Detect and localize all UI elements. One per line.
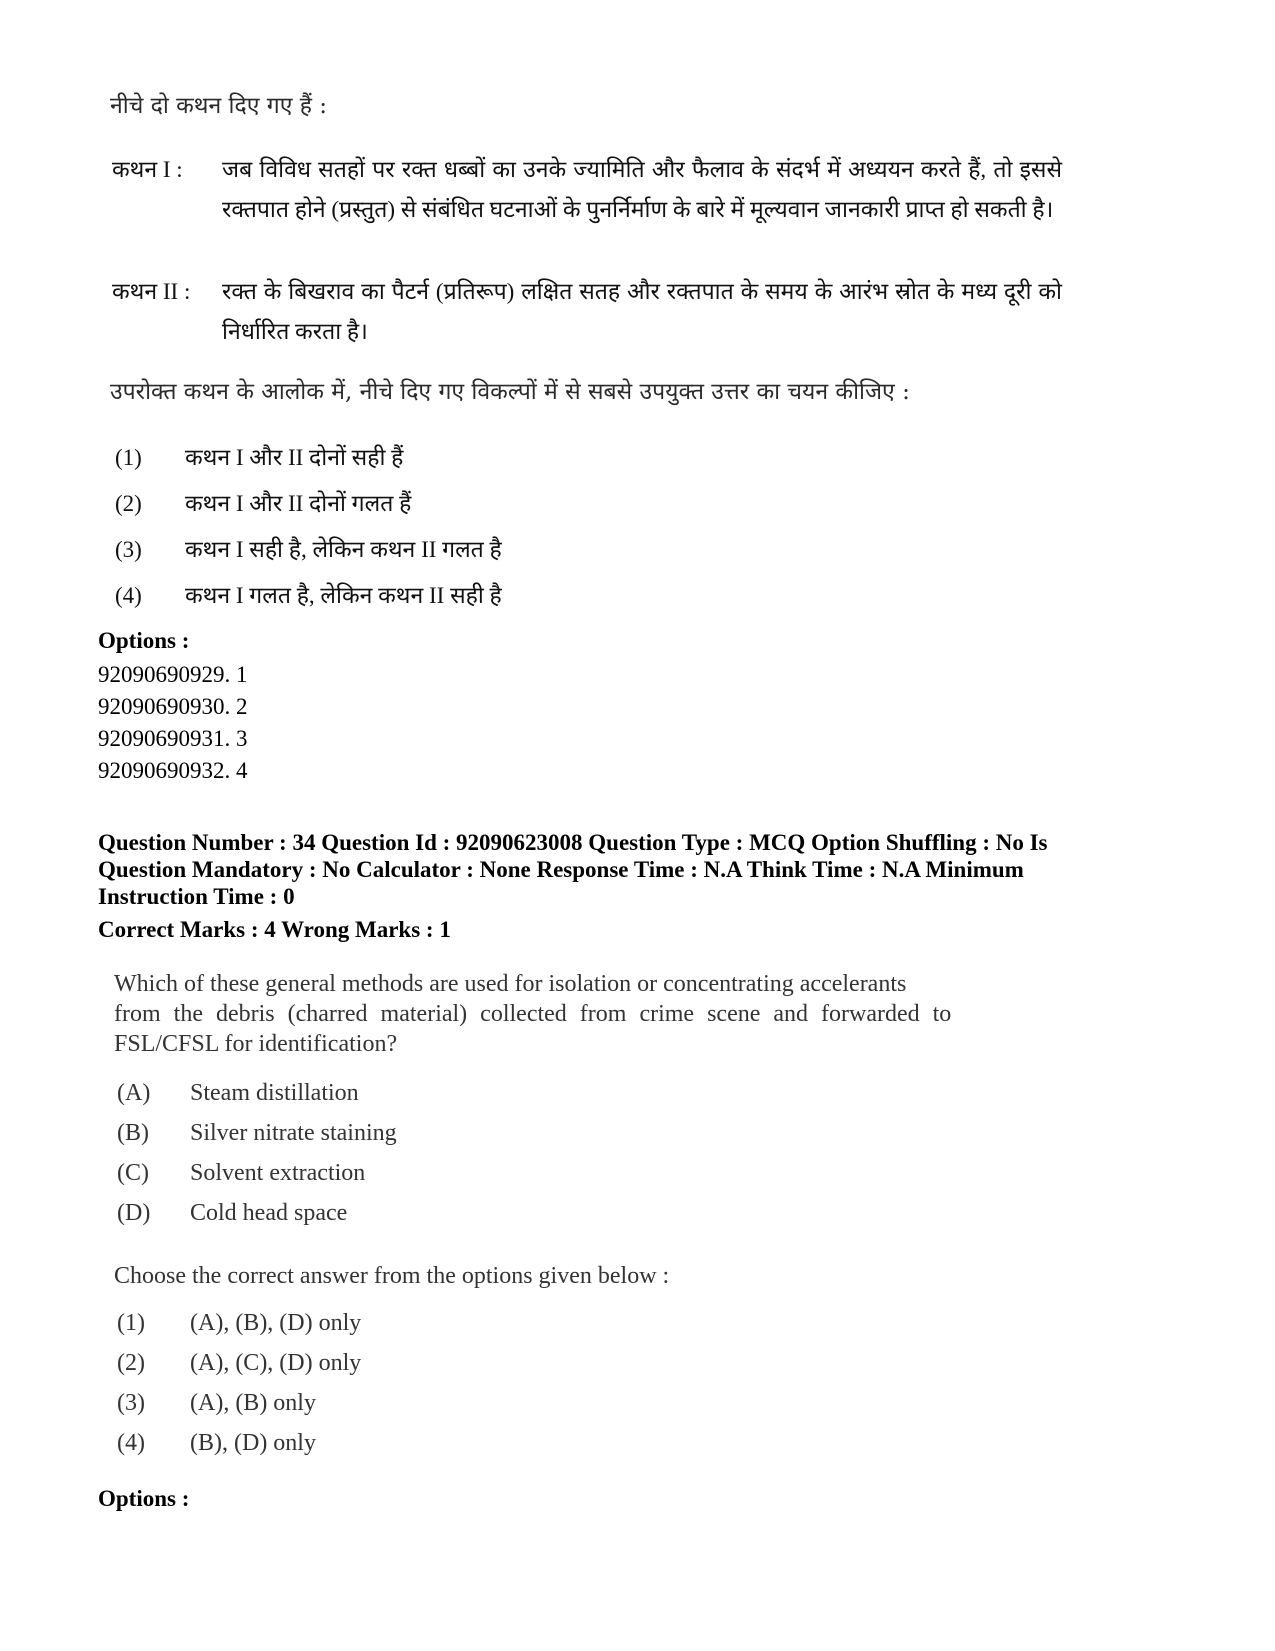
question-instruction: Choose the correct answer from the options given below : [114, 1263, 670, 1289]
prev-choice-text: कथन I और II दोनों गलत हैं [185, 491, 412, 516]
question-meta-line: Question Mandatory : No Calculator : None Response Time : N.A Think Time : N.A Minimum [98, 857, 1024, 882]
prev-choice [115, 576, 502, 616]
question-choice-text: (B), (D) only [190, 1430, 316, 1456]
prev-option-id: 92090690930. 2 [98, 694, 248, 719]
question-item-text: Steam distillation [190, 1080, 359, 1106]
prev-option-id: 92090690931. 3 [98, 726, 248, 751]
prev-choice [115, 484, 411, 524]
prev-question-intro: नीचे दो कथन दिए गए हैं : [110, 93, 328, 119]
question-item-num: (C) [117, 1160, 149, 1186]
question-choice-num: (4) [117, 1430, 145, 1456]
question-item-text: Silver nitrate staining [190, 1120, 397, 1146]
question-options-label: Options : [98, 1486, 190, 1511]
question-item [117, 1160, 365, 1187]
question-item [117, 1120, 397, 1147]
question-item-num: (D) [117, 1200, 151, 1226]
question-item [117, 1080, 359, 1107]
question-marks: Correct Marks : 4 Wrong Marks : 1 [98, 917, 451, 942]
question-item-num: (A) [117, 1080, 151, 1106]
question-choice [117, 1430, 316, 1457]
question-meta-line: Question Number : 34 Question Id : 92090623008 Question Type : MCQ Option Shuffling : No Is [98, 830, 1048, 855]
prev-choice-num: (1) [115, 445, 142, 470]
prev-choice-num: (3) [115, 537, 142, 562]
prev-choice [115, 530, 502, 570]
question-choice-text: (A), (B) only [190, 1390, 316, 1416]
question-item [117, 1200, 347, 1227]
prev-choice-text: कथन I गलत है, लेकिन कथन II सही है [185, 583, 502, 608]
question-item-num: (B) [117, 1120, 149, 1146]
question-choice [117, 1350, 361, 1377]
question-choice-num: (3) [117, 1390, 145, 1416]
statement-2 [112, 272, 1062, 352]
question-choice-text: (A), (B), (D) only [190, 1310, 362, 1336]
prev-option-id: 92090690929. 1 [98, 662, 248, 687]
statement-2-text: रक्त के बिखराव का पैटर्न (प्रतिरूप) लक्षित सतह और रक्तपात के समय के आरंभ स्रोत के मध्य दूरी को निर्धारित करता है। [222, 279, 1062, 344]
statement-1-label: कथन I : [112, 157, 183, 182]
prev-choice-text: कथन I सही है, लेकिन कथन II गलत है [185, 537, 502, 562]
prev-choice [115, 438, 403, 478]
question-text-line: FSL/CFSL for identification? [114, 1031, 398, 1057]
question-item-text: Cold head space [190, 1200, 348, 1226]
question-meta-line: Instruction Time : 0 [98, 884, 295, 909]
prev-choice-text: कथन I और II दोनों सही हैं [185, 445, 404, 470]
prev-question-instruction: उपरोक्त कथन के आलोक में, नीचे दिए गए विकल्पों में से सबसे उपयुक्त उत्तर का चयन कीजिए : [110, 379, 910, 405]
prev-option-id: 92090690932. 4 [98, 758, 248, 783]
question-choice-text: (A), (C), (D) only [190, 1350, 362, 1376]
statement-1 [112, 150, 1062, 270]
prev-choice-num: (4) [115, 583, 142, 608]
question-text-line: from the debris (charred material) collected from crime scene and forwarded to [114, 1001, 952, 1027]
question-choice-num: (2) [117, 1350, 145, 1376]
question-text-line: Which of these general methods are used for isolation or concentrating accelerants [114, 971, 907, 997]
statement-1-text: जब विविध सतहों पर रक्त धब्बों का उनके ज्यामिति और फैलाव के संदर्भ में अध्ययन करते हैं, तो इससे रक्तपात होने (प्रस्तुत) से संबंधित घटनाओं के पुनर्निर्माण के बारे में मूल्यवान जानकारी प्राप्त हो सकती है। [222, 157, 1062, 222]
prev-choice-num: (2) [115, 491, 142, 516]
question-choice [117, 1390, 316, 1417]
question-choice-num: (1) [117, 1310, 145, 1336]
question-item-text: Solvent extraction [190, 1160, 366, 1186]
statement-2-label: कथन II : [112, 279, 191, 304]
prev-options-label: Options : [98, 628, 190, 653]
question-choice [117, 1310, 361, 1337]
